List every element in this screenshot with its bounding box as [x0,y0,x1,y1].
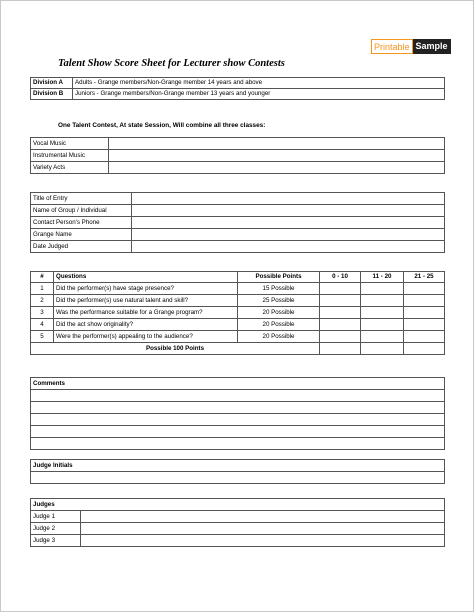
question-number: 4 [31,319,54,331]
judges-table [30,498,445,547]
class-entry-cell[interactable] [109,150,445,162]
score-row [31,319,445,331]
class-entry-cell[interactable] [109,138,445,150]
page-title: Talent Show Score Sheet for Lecturer show Contests [58,58,285,69]
judge-initials-label: Judge Initials [31,460,445,472]
entry-field-row [31,229,445,241]
question-number: 5 [31,331,54,343]
judge-label: Judge 3 [31,535,81,547]
score-table [30,271,445,355]
score-cell[interactable] [320,319,361,331]
classes-subheading: One Talent Contest, At state Session, Will combine all three classes: [58,122,266,129]
judges-header-row [31,499,445,511]
header-questions: Questions [54,272,238,283]
judge-name-field[interactable] [81,523,445,535]
score-cell[interactable] [320,331,361,343]
classes-table [30,137,445,174]
score-cell[interactable] [361,307,404,319]
comments-label: Comments [31,378,445,390]
division-row [31,78,445,89]
comment-line[interactable] [31,438,445,450]
question-points: 15 Possible [238,283,320,295]
total-cell[interactable] [361,343,404,355]
logo-part-1: Printable [371,39,413,54]
score-cell[interactable] [404,295,445,307]
score-header-row [31,272,445,283]
score-cell[interactable] [361,331,404,343]
division-label: Division B [31,89,73,100]
entry-field-row [31,217,445,229]
question-text: Were the performer(s) appealing to the audience? [54,331,238,343]
header-range-11-20: 11 - 20 [361,272,404,283]
class-label: Vocal Music [31,138,109,150]
class-row [31,150,445,162]
class-label: Instrumental Music [31,150,109,162]
score-cell[interactable] [404,283,445,295]
entry-field-label: Grange Name [31,229,132,241]
total-cell[interactable] [404,343,445,355]
entry-field-value[interactable] [132,217,445,229]
comment-line[interactable] [31,402,445,414]
entry-info-table [30,192,445,253]
judge-label: Judge 1 [31,511,81,523]
score-cell[interactable] [361,295,404,307]
score-cell[interactable] [320,295,361,307]
judges-label: Judges [31,499,445,511]
entry-field-label: Contact Person's Phone [31,217,132,229]
total-cell[interactable] [320,343,361,355]
comment-line[interactable] [31,390,445,402]
comment-line[interactable] [31,426,445,438]
header-number: # [31,272,54,283]
entry-field-row [31,193,445,205]
score-cell[interactable] [320,307,361,319]
entry-field-value[interactable] [132,241,445,253]
judge-name-field[interactable] [81,535,445,547]
question-number: 2 [31,295,54,307]
header-range-21-25: 21 - 25 [404,272,445,283]
judge-name-field[interactable] [81,511,445,523]
score-cell[interactable] [404,307,445,319]
judge-row [31,523,445,535]
divisions-table [30,77,445,100]
entry-field-label: Date Judged [31,241,132,253]
score-row [31,331,445,343]
comments-header-row [31,378,445,390]
question-number: 3 [31,307,54,319]
question-points: 20 Possible [238,319,320,331]
question-points: 25 Possible [238,295,320,307]
entry-field-value[interactable] [132,193,445,205]
class-label: Variety Acts [31,162,109,174]
judge-label: Judge 2 [31,523,81,535]
score-cell[interactable] [320,283,361,295]
judge-row [31,511,445,523]
question-points: 20 Possible [238,307,320,319]
total-points: Possible 100 Points [31,343,320,355]
comments-table [30,377,445,450]
judge-initials-entry[interactable] [31,472,445,484]
printable-sample-logo [371,39,451,54]
entry-field-value[interactable] [132,205,445,217]
question-number: 1 [31,283,54,295]
entry-field-row [31,241,445,253]
question-text: Did the performer(s) use natural talent and skill? [54,295,238,307]
entry-field-value[interactable] [132,229,445,241]
division-label: Division A [31,78,73,89]
logo-part-2: Sample [413,39,451,54]
judge-initials-table [30,459,445,484]
header-possible-points: Possible Points [238,272,320,283]
score-total-row [31,343,445,355]
division-row [31,89,445,100]
score-row [31,307,445,319]
score-row [31,283,445,295]
question-text: Was the performance suitable for a Grange program? [54,307,238,319]
header-range-0-10: 0 - 10 [320,272,361,283]
division-text: Juniors - Grange members/Non-Grange member 13 years and younger [73,89,445,100]
entry-field-label: Name of Group / Individual [31,205,132,217]
score-row [31,295,445,307]
question-text: Did the performer(s) have stage presence? [54,283,238,295]
division-text: Adults - Grange members/Non-Grange member 14 years and above [73,78,445,89]
score-cell[interactable] [361,283,404,295]
class-row [31,138,445,150]
judge-row [31,535,445,547]
question-text: Did the act show originality? [54,319,238,331]
class-row [31,162,445,174]
entry-field-row [31,205,445,217]
score-cell[interactable] [404,331,445,343]
class-entry-cell[interactable] [109,162,445,174]
score-cell[interactable] [361,319,404,331]
score-cell[interactable] [404,319,445,331]
entry-field-label: Title of Entry [31,193,132,205]
comment-line[interactable] [31,414,445,426]
judge-initials-header-row [31,460,445,472]
question-points: 20 Possible [238,331,320,343]
